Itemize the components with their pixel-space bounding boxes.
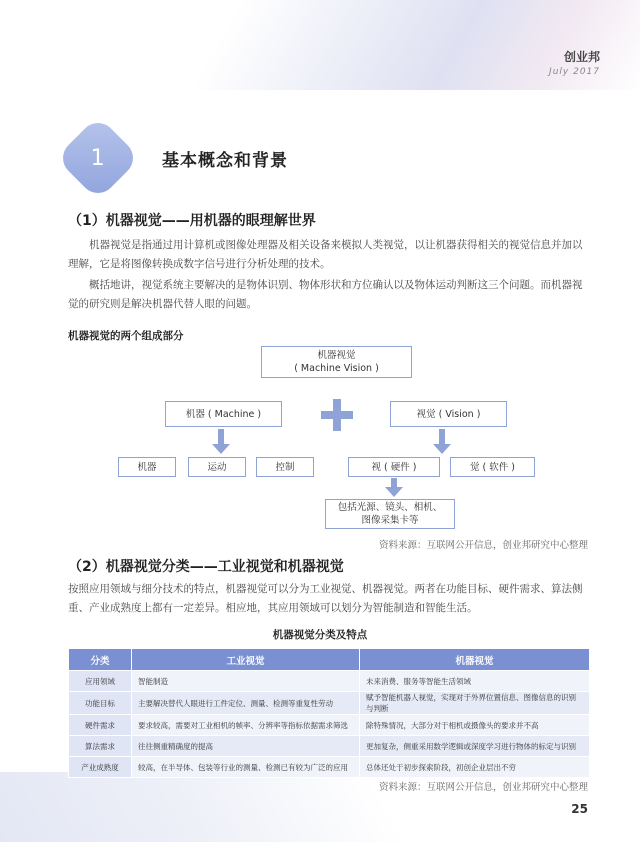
diagram-machine-child-label: 运动 [207, 461, 227, 473]
diagram-root-sublabel: ( Machine Vision ) [294, 363, 379, 374]
header-decoration [0, 0, 640, 90]
table-cell-industrial: 智能制造 [132, 671, 360, 692]
table-cell-category: 产业成熟度 [69, 757, 132, 778]
diagram-machine-child [118, 457, 176, 477]
table-header-cell: 分类 [69, 649, 132, 671]
chapter-number-badge [56, 116, 141, 201]
chapter-title: 基本概念和背景 [162, 150, 288, 171]
table-cell-industrial: 要求较高，需要对工业相机的帧率、分辨率等指标依据需求筛选 [132, 715, 360, 736]
table-cell-category: 应用领域 [69, 671, 132, 692]
table-cell-category: 硬件需求 [69, 715, 132, 736]
diagram-hardware-detail-line2: 图像采集卡等 [361, 515, 419, 526]
diagram-software-box [450, 457, 535, 477]
diagram-machine-child-label: 机器 [137, 461, 157, 473]
diagram-software-label: 觉 ( 软件 ) [470, 461, 515, 473]
table-cell-industrial: 往往侧重精确度的提高 [132, 736, 360, 757]
brand-date: July 2017 [549, 67, 600, 77]
diagram-machine-box [165, 401, 282, 427]
diagram-machine-label: 机器 ( Machine ) [185, 408, 262, 420]
table-cell-machine: 更加复杂，侧重采用数学逻辑或深度学习进行物体的标定与识别 [360, 736, 590, 757]
diagram-hardware-detail-box [325, 499, 455, 529]
table-row [69, 692, 590, 715]
table-cell-machine: 总体还处于初步探索阶段，初创企业层出不穷 [360, 757, 590, 778]
section1-paragraph-1: 机器视觉是指通过用计算机或图像处理器及相关设备来模拟人类视觉，以让机器获得相关的视觉信息并加以理解，它是将图像转换成数字信号进行分析处理的技术。 [68, 239, 583, 270]
diagram-machine-child-label: 控制 [275, 461, 295, 473]
table-cell-industrial: 主要解决替代人眼进行工件定位、测量、检测等重复性劳动 [132, 692, 360, 715]
diagram-root-box [261, 346, 412, 378]
diagram-hardware-label: 视 ( 硬件 ) [371, 461, 417, 473]
table-cell-category: 算法需求 [69, 736, 132, 757]
table-row [69, 715, 590, 736]
diagram-vision-label: 视觉 ( Vision ) [416, 408, 481, 420]
table-cell-category: 功能目标 [69, 692, 132, 715]
chapter-number: 1 [91, 145, 105, 171]
table-header-cell: 机器视觉 [360, 649, 590, 671]
table-row [69, 736, 590, 757]
diagram-caption: 机器视觉的两个组成部分 [68, 330, 184, 342]
section2-heading: （2）机器视觉分类——工业视觉和机器视觉 [68, 559, 344, 575]
diagram-hardware-detail-line1: 包括光源、镜头、相机、 [337, 502, 443, 513]
table-cell-machine: 赋予智能机器人视觉，实现对于外界位置信息、图像信息的识别与判断 [360, 692, 590, 715]
table-header-row [69, 649, 590, 671]
brand-block [549, 48, 600, 77]
page-number: 25 [571, 802, 588, 816]
section2-paragraph: 按照应用领域与细分技术的特点，机器视觉可以分为工业视觉、机器视觉。两者在功能目标、硬件需求、算法侧重、产业成熟度上都有一定差异。相应地，其应用领域可以划分为智能制造和智能生活。 [68, 583, 583, 614]
table-caption: 机器视觉分类及特点 [272, 629, 368, 641]
section1-heading: （1）机器视觉——用机器的眼理解世界 [68, 213, 316, 229]
diagram-vision-box [390, 401, 507, 427]
table-header-cell: 工业视觉 [132, 649, 360, 671]
table-source: 资料来源：互联网公开信息，创业邦研究中心整理 [378, 782, 588, 793]
diagram-root-label: 机器视觉 [317, 350, 356, 361]
diagram-machine-child [256, 457, 314, 477]
table-cell-machine: 未来消费、服务等智能生活领域 [360, 671, 590, 692]
table-cell-machine: 除特殊情况，大部分对于相机或摄像头的要求并不高 [360, 715, 590, 736]
table-row [69, 671, 590, 692]
section1-paragraph-2: 概括地讲，视觉系统主要解决的是物体识别、物体形状和方位确认以及物体运动判断这三个问题。而机器视觉的研究则是解决机器代替人眼的问题。 [68, 279, 583, 310]
plus-icon [321, 399, 353, 431]
diagram-source: 资料来源：互联网公开信息，创业邦研究中心整理 [378, 540, 588, 551]
diagram-machine-child [188, 457, 246, 477]
table-row [69, 757, 590, 778]
table-cell-industrial: 较高，在半导体、包装等行业的测量、检测已有较为广泛的应用 [132, 757, 360, 778]
classification-table [68, 648, 590, 778]
chapter-header [68, 128, 288, 188]
diagram-hardware-box [348, 457, 440, 477]
brand-name: 创业邦 [563, 50, 600, 64]
